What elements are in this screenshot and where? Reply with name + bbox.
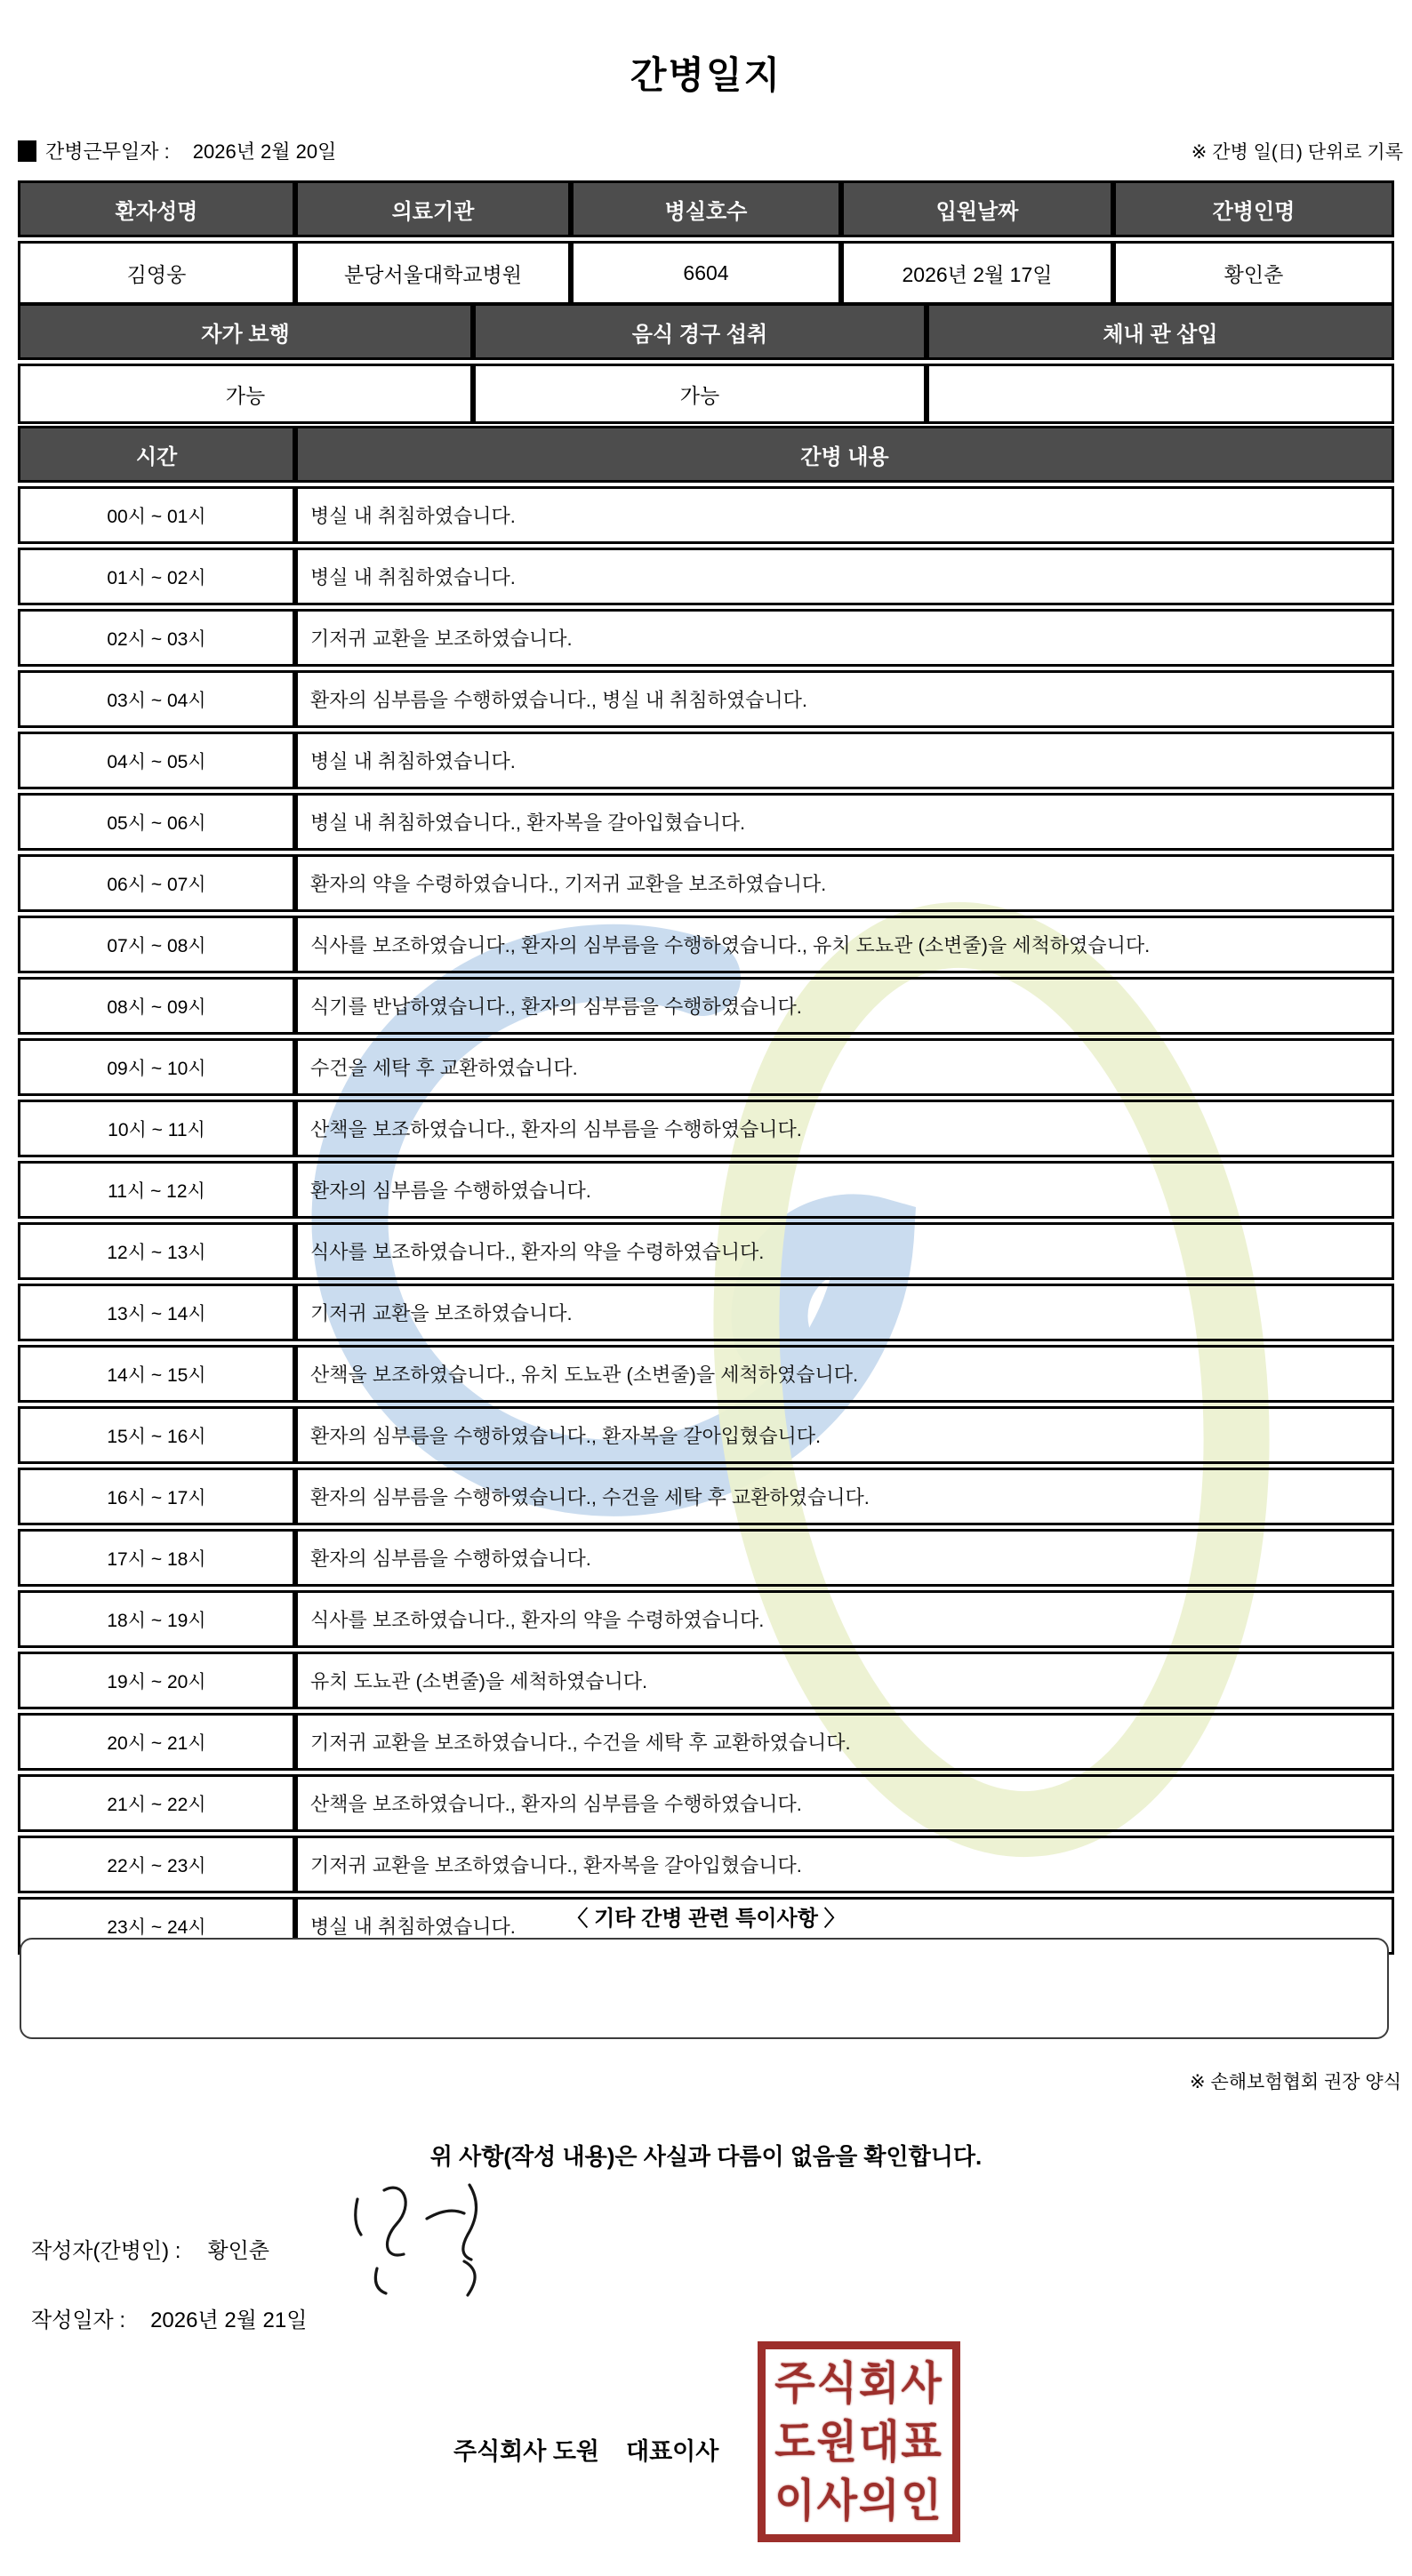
care-log-content: 산책을 보조하였습니다., 유치 도뇨관 (소변줄)을 세척하였습니다. — [295, 1345, 1394, 1403]
col-header-care-content: 간병 내용 — [295, 426, 1394, 483]
care-log-row — [18, 1713, 1394, 1771]
care-log-row — [18, 1222, 1394, 1280]
care-log-row — [18, 1284, 1394, 1341]
care-log-content: 환자의 심부름을 수행하였습니다., 수건을 세탁 후 교환하였습니다. — [295, 1468, 1394, 1525]
care-log-content: 산책을 보조하였습니다., 환자의 심부름을 수행하였습니다. — [295, 1774, 1394, 1832]
care-log-content: 식사를 보조하였습니다., 환자의 심부름을 수행하였습니다., 유치 도뇨관 (소변줄)을 세척하였습니다. — [295, 916, 1394, 973]
self-walking-value: 가능 — [18, 364, 473, 424]
patient-name-value: 김영웅 — [18, 241, 295, 305]
care-log-time: 13시 ~ 14시 — [18, 1284, 295, 1341]
square-bullet-icon — [18, 140, 36, 162]
care-log-row — [18, 977, 1394, 1035]
col-header-caregiver-name: 간병인명 — [1113, 180, 1394, 237]
patient-info-table — [18, 177, 1394, 308]
col-header-internal-tube: 체내 관 삽입 — [927, 303, 1394, 360]
care-log-content: 환자의 심부름을 수행하였습니다. — [295, 1161, 1394, 1219]
care-log-time: 21시 ~ 22시 — [18, 1774, 295, 1832]
care-log-content: 기저귀 교환을 보조하였습니다., 환자복을 갈아입혔습니다. — [295, 1836, 1394, 1893]
care-log-content: 병실 내 취침하였습니다. — [295, 548, 1394, 605]
insurance-form-note: ※ 손해보험협회 권장 양식 — [1190, 2072, 1401, 2092]
care-log-row — [18, 916, 1394, 973]
patient-status-table — [18, 300, 1394, 428]
care-log-row — [18, 1590, 1394, 1648]
write-date-label: 작성일자 : — [31, 2308, 126, 2332]
care-log-time: 02시 ~ 03시 — [18, 609, 295, 667]
handwritten-signature — [345, 2180, 509, 2304]
care-log-content: 환자의 약을 수령하였습니다., 기저귀 교환을 보조하였습니다. — [295, 854, 1394, 912]
care-log-row — [18, 1161, 1394, 1219]
special-notes-box — [20, 1938, 1389, 2039]
medical-institution-value: 분당서울대학교병원 — [295, 241, 571, 305]
care-log-time: 14시 ~ 15시 — [18, 1345, 295, 1403]
write-date-value: 2026년 2월 21일 — [150, 2308, 308, 2332]
corporate-seal-stamp — [758, 2341, 960, 2542]
care-log-time: 01시 ~ 02시 — [18, 548, 295, 605]
care-log-row — [18, 854, 1394, 912]
col-header-oral-intake: 음식 경구 섭취 — [473, 303, 927, 360]
care-log-table — [18, 422, 1394, 1958]
care-log-row — [18, 1652, 1394, 1709]
care-log-row — [18, 1406, 1394, 1464]
care-work-date-value: 2026년 2월 20일 — [192, 140, 337, 163]
write-date-line — [31, 2302, 307, 2333]
care-log-time: 18시 ~ 19시 — [18, 1590, 295, 1648]
care-log-content: 식사를 보조하였습니다., 환자의 약을 수령하였습니다. — [295, 1590, 1394, 1648]
writer-name: 황인춘 — [207, 2239, 269, 2263]
care-log-row — [18, 609, 1394, 667]
care-log-content: 수건을 세탁 후 교환하였습니다. — [295, 1038, 1394, 1096]
room-number-value: 6604 — [571, 241, 841, 305]
care-log-row — [18, 1100, 1394, 1157]
internal-tube-value — [927, 364, 1394, 424]
care-log-time: 06시 ~ 07시 — [18, 854, 295, 912]
care-log-time: 07시 ~ 08시 — [18, 916, 295, 973]
care-log-content: 병실 내 취침하였습니다., 환자복을 갈아입혔습니다. — [295, 793, 1394, 851]
col-header-medical-institution: 의료기관 — [295, 180, 571, 237]
admission-date-value: 2026년 2월 17일 — [841, 241, 1113, 305]
care-log-content: 환자의 심부름을 수행하였습니다., 병실 내 취침하였습니다. — [295, 670, 1394, 728]
seal-text-row: 주식회사 — [774, 2356, 943, 2409]
care-log-time: 16시 ~ 17시 — [18, 1468, 295, 1525]
care-log-row — [18, 1345, 1394, 1403]
care-log-content: 병실 내 취침하였습니다. — [295, 486, 1394, 544]
care-log-time: 04시 ~ 05시 — [18, 732, 295, 789]
col-header-admission-date: 입원날짜 — [841, 180, 1113, 237]
confirmation-statement: 위 사항(작성 내용)은 사실과 다름이 없음을 확인합니다. — [429, 2143, 983, 2170]
care-log-row — [18, 1468, 1394, 1525]
col-header-room-number: 병실호수 — [571, 180, 841, 237]
care-log-row — [18, 793, 1394, 851]
care-log-content: 기저귀 교환을 보조하였습니다. — [295, 1284, 1394, 1341]
care-log-time: 17시 ~ 18시 — [18, 1529, 295, 1587]
writer-label: 작성자(간병인) : — [31, 2239, 181, 2263]
special-notes-title: 〈 기타 간병 관련 특이사항 〉 — [566, 1907, 846, 1931]
care-log-time: 19시 ~ 20시 — [18, 1652, 295, 1709]
writer-line — [31, 2233, 269, 2264]
care-log-content: 식사를 보조하였습니다., 환자의 약을 수령하였습니다. — [295, 1222, 1394, 1280]
care-log-time: 05시 ~ 06시 — [18, 793, 295, 851]
care-log-time: 03시 ~ 04시 — [18, 670, 295, 728]
care-log-time: 08시 ~ 09시 — [18, 977, 295, 1035]
care-log-content: 기저귀 교환을 보조하였습니다. — [295, 609, 1394, 667]
page-title: 간병일지 — [630, 54, 782, 96]
care-log-time: 09시 ~ 10시 — [18, 1038, 295, 1096]
care-log-time: 22시 ~ 23시 — [18, 1836, 295, 1893]
care-log-content: 유치 도뇨관 (소변줄)을 세척하였습니다. — [295, 1652, 1394, 1709]
care-log-time: 23시 ~ 24시 — [18, 1897, 295, 1955]
care-log-time: 10시 ~ 11시 — [18, 1100, 295, 1157]
col-header-patient-name: 환자성명 — [18, 180, 295, 237]
care-log-row — [18, 732, 1394, 789]
care-work-date — [18, 137, 336, 164]
oral-intake-value: 가능 — [473, 364, 927, 424]
care-log-row — [18, 548, 1394, 605]
meta-line — [18, 137, 1403, 164]
care-log-content: 기저귀 교환을 보조하였습니다., 수건을 세탁 후 교환하였습니다. — [295, 1713, 1394, 1771]
care-log-row — [18, 486, 1394, 544]
caregiver-name-value: 황인춘 — [1113, 241, 1394, 305]
seal-text-row: 이사의인 — [774, 2474, 943, 2526]
care-log-content: 환자의 심부름을 수행하였습니다., 환자복을 갈아입혔습니다. — [295, 1406, 1394, 1464]
care-work-date-label: 간병근무일자 : — [45, 140, 170, 163]
care-log-content: 산책을 보조하였습니다., 환자의 심부름을 수행하였습니다. — [295, 1100, 1394, 1157]
care-log-content: 병실 내 취침하였습니다. — [295, 1897, 1394, 1955]
care-log-time: 12시 ~ 13시 — [18, 1222, 295, 1280]
seal-text-row: 도원대표 — [774, 2415, 943, 2468]
care-log-row — [18, 1529, 1394, 1587]
care-log-content: 식기를 반납하였습니다., 환자의 심부름을 수행하였습니다. — [295, 977, 1394, 1035]
care-log-time: 15시 ~ 16시 — [18, 1406, 295, 1464]
care-log-row — [18, 670, 1394, 728]
care-log-row — [18, 1038, 1394, 1096]
daily-record-note: ※ 간병 일(日) 단위로 기록 — [1191, 141, 1403, 163]
col-header-self-walking: 자가 보행 — [18, 303, 473, 360]
care-log-content: 환자의 심부름을 수행하였습니다. — [295, 1529, 1394, 1587]
care-log-content: 병실 내 취침하였습니다. — [295, 732, 1394, 789]
care-log-time: 11시 ~ 12시 — [18, 1161, 295, 1219]
company-ceo-line: 주식회사 도원 대표이사 — [453, 2438, 719, 2465]
col-header-time: 시간 — [18, 426, 295, 483]
care-log-time: 00시 ~ 01시 — [18, 486, 295, 544]
care-log-row — [18, 1774, 1394, 1832]
care-log-time: 20시 ~ 21시 — [18, 1713, 295, 1771]
care-log-row — [18, 1836, 1394, 1893]
